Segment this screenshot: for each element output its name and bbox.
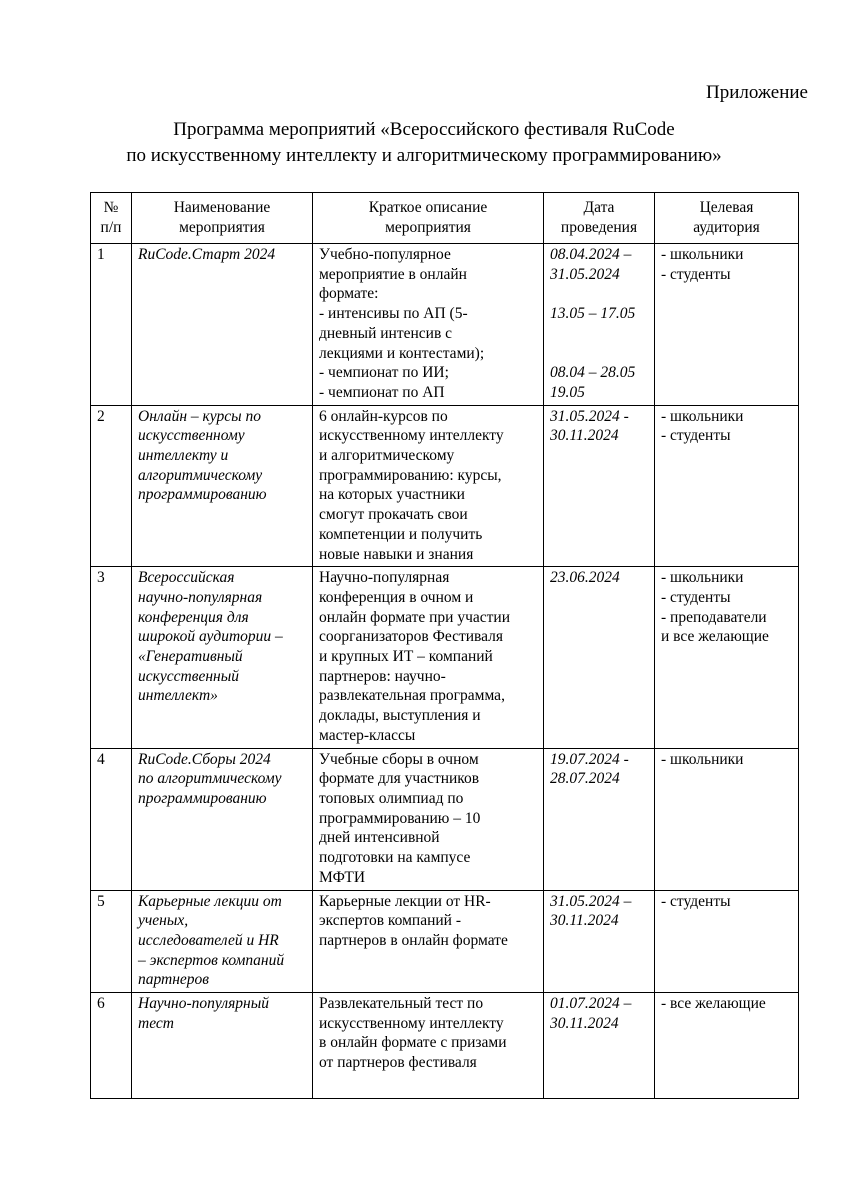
cell-description: Учебно-популярное мероприятие в онлайн формате: - интенсивы по АП (5- дневный интенсив с лекциями и контестами); - чемпионат по ИИ; - чемпионат по АП [313, 244, 544, 406]
cell-event-name: Онлайн – курсы по искусственному интеллекту и алгоритмическому программированию [132, 405, 313, 567]
document-title [0, 117, 848, 169]
cell-date: 31.05.2024 – 30.11.2024 [544, 890, 655, 993]
cell-date: 08.04.2024 – 31.05.2024 13.05 – 17.05 08.04 – 28.05 19.05 [544, 244, 655, 406]
table-header-row [91, 193, 799, 244]
cell-audience: - школьники [655, 748, 799, 890]
cell-event-name: Научно-популярный тест [132, 993, 313, 1099]
header-date: Дата проведения [544, 193, 655, 244]
cell-audience: - все желающие [655, 993, 799, 1099]
cell-event-name: Всероссийская научно-популярная конференция для широкой аудитории – «Генеративный искусственный интеллект» [132, 567, 313, 748]
cell-event-name: RuCode.Сборы 2024 по алгоритмическому программированию [132, 748, 313, 890]
title-line-1: Программа мероприятий «Всероссийского фестиваля RuCode [173, 119, 675, 140]
table-row [91, 567, 799, 748]
cell-event-name: Карьерные лекции от ученых, исследователей и HR – экспертов компаний партнеров [132, 890, 313, 993]
cell-date: 31.05.2024 - 30.11.2024 [544, 405, 655, 567]
header-name: Наименование мероприятия [132, 193, 313, 244]
header-description: Краткое описание мероприятия [313, 193, 544, 244]
cell-number: 5 [91, 890, 132, 993]
cell-description: Развлекательный тест по искусственному интеллекту в онлайн формате с призами от партнеров фестиваля [313, 993, 544, 1099]
header-audience: Целевая аудитория [655, 193, 799, 244]
cell-audience: - школьники - студенты [655, 244, 799, 406]
cell-number: 4 [91, 748, 132, 890]
table-row [91, 405, 799, 567]
cell-event-name: RuCode.Старт 2024 [132, 244, 313, 406]
table-row [91, 890, 799, 993]
cell-date: 19.07.2024 - 28.07.2024 [544, 748, 655, 890]
cell-number: 1 [91, 244, 132, 406]
cell-number: 3 [91, 567, 132, 748]
cell-audience: - школьники - студенты - преподаватели и все желающие [655, 567, 799, 748]
cell-description: Научно-популярная конференция в очном и онлайн формате при участии соорганизаторов Фестиваля и крупных ИТ – компаний партнеров: научно- развлекательная программа, доклады, выступления и мастер-классы [313, 567, 544, 748]
appendix-label: Приложение [706, 82, 808, 103]
cell-description: Учебные сборы в очном формате для участников топовых олимпиад по программированию – 10 дней интенсивной подготовки на кампусе МФТИ [313, 748, 544, 890]
cell-date: 23.06.2024 [544, 567, 655, 748]
table-row [91, 748, 799, 890]
cell-audience: - школьники - студенты [655, 405, 799, 567]
cell-description: 6 онлайн-курсов по искусственному интеллекту и алгоритмическому программированию: курсы, на которых участники смогут прокачать свои компетенции и получить новые навыки и знания [313, 405, 544, 567]
cell-number: 2 [91, 405, 132, 567]
cell-number: 6 [91, 993, 132, 1099]
cell-date: 01.07.2024 – 30.11.2024 [544, 993, 655, 1099]
title-line-2: по искусственному интеллекту и алгоритмическому программированию» [126, 145, 722, 166]
table-row [91, 993, 799, 1099]
events-table [90, 192, 799, 1099]
header-number: № п/п [91, 193, 132, 244]
table-row [91, 244, 799, 406]
cell-audience: - студенты [655, 890, 799, 993]
cell-description: Карьерные лекции от HR- экспертов компаний - партнеров в онлайн формате [313, 890, 544, 993]
table-body [91, 244, 799, 1099]
